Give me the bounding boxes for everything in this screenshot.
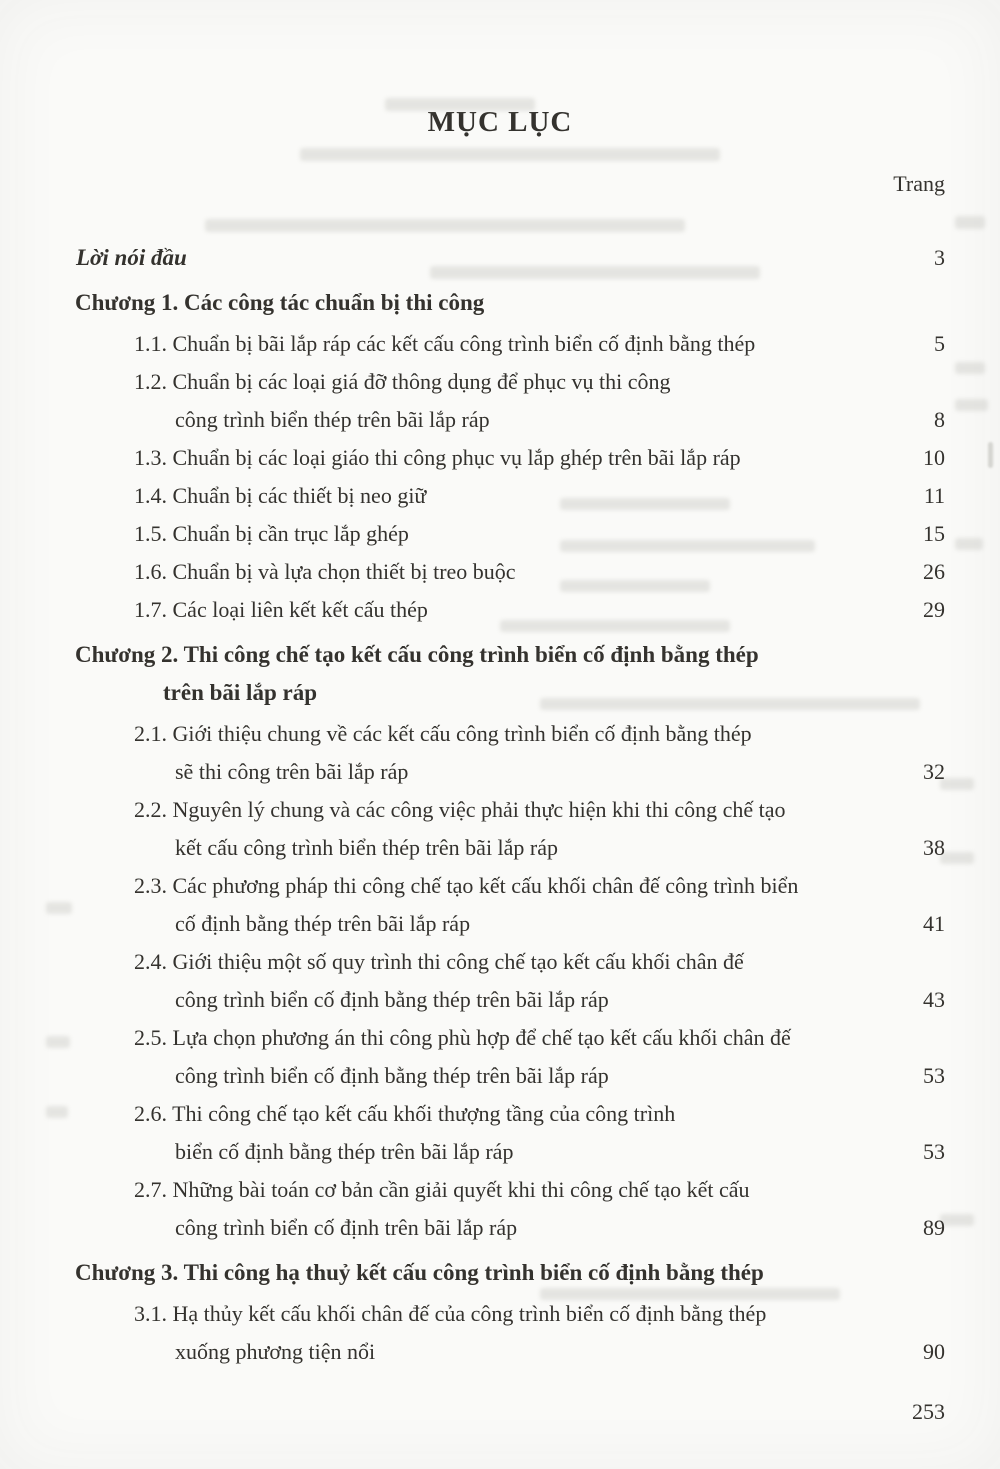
toc-entry bbox=[0, 363, 1000, 439]
toc-entry-text: Lời nói đầu bbox=[76, 245, 187, 270]
toc-entry bbox=[0, 1095, 1000, 1171]
toc-chapter-heading bbox=[0, 1254, 1000, 1292]
toc-entry-text: công trình biển cố định bằng thép trên bãi lắp ráp bbox=[175, 1063, 609, 1088]
toc-entry-page: 53 bbox=[923, 1139, 945, 1164]
toc-entry bbox=[0, 439, 1000, 477]
toc-entry-page: 5 bbox=[934, 331, 945, 356]
toc-entry-text: 1.5. Chuẩn bị cần trục lắp ghép bbox=[134, 521, 409, 546]
toc-entry bbox=[0, 553, 1000, 591]
footer-page-number: 253 bbox=[912, 1399, 945, 1424]
toc-entry-text: công trình biển cố định trên bãi lắp ráp bbox=[175, 1215, 518, 1240]
bleedthrough-artifact bbox=[300, 148, 720, 161]
toc-entry bbox=[0, 325, 1000, 363]
toc-entry-text: 2.1. Giới thiệu chung về các kết cấu công trình biển cố định bằng thép bbox=[134, 721, 752, 746]
bleedthrough-artifact bbox=[955, 216, 985, 229]
toc-entry-page: 43 bbox=[923, 987, 945, 1012]
toc-entry-text: 3.1. Hạ thủy kết cấu khối chân đế của công trình biển cố định bằng thép bbox=[134, 1301, 767, 1326]
toc-entry-page: 29 bbox=[923, 597, 945, 622]
toc-entry-text: công trình biển thép trên bãi lắp ráp bbox=[175, 407, 490, 432]
bleedthrough-artifact bbox=[385, 98, 535, 111]
toc-entry-text: sẽ thi công trên bãi lắp ráp bbox=[175, 759, 409, 784]
toc-entry bbox=[0, 1171, 1000, 1247]
toc-entry-text: trên bãi lắp ráp bbox=[163, 680, 317, 705]
toc-entry-text: cố định bằng thép trên bãi lắp ráp bbox=[175, 911, 471, 936]
toc-entry bbox=[0, 867, 1000, 943]
toc-entry-text: 2.5. Lựa chọn phương án thi công phù hợp để chế tạo kết cấu khối chân đế bbox=[134, 1025, 791, 1050]
bleedthrough-artifact bbox=[205, 219, 685, 232]
toc-entry-page: 41 bbox=[923, 911, 945, 936]
toc-entry-text: 1.1. Chuẩn bị bãi lắp ráp các kết cấu công trình biển cố định bằng thép bbox=[134, 331, 756, 356]
toc-entry-page: 10 bbox=[923, 445, 945, 470]
toc-entry bbox=[0, 791, 1000, 867]
toc-entry-page: 90 bbox=[923, 1339, 945, 1364]
toc-entry-text: 2.2. Nguyên lý chung và các công việc phải thực hiện khi thi công chế tạo bbox=[134, 797, 786, 822]
toc-entry-text: 2.6. Thi công chế tạo kết cấu khối thượng tầng của công trình bbox=[134, 1101, 676, 1126]
toc-entry-text: 1.4. Chuẩn bị các thiết bị neo giữ bbox=[134, 483, 427, 508]
toc-entry bbox=[0, 1019, 1000, 1095]
toc-entry bbox=[0, 715, 1000, 791]
toc-entry-text: 1.3. Chuẩn bị các loại giáo thi công phục vụ lắp ghép trên bãi lắp ráp bbox=[134, 445, 741, 470]
toc-entry bbox=[0, 1295, 1000, 1371]
table-of-contents bbox=[0, 239, 1000, 1371]
toc-entry-page: 8 bbox=[934, 407, 945, 432]
toc-entry-page: 15 bbox=[923, 521, 945, 546]
toc-entry-text: 1.6. Chuẩn bị và lựa chọn thiết bị treo buộc bbox=[134, 559, 516, 584]
toc-entry-text: 2.7. Những bài toán cơ bản cần giải quyết khi thi công chế tạo kết cấu bbox=[134, 1177, 750, 1202]
toc-chapter-heading bbox=[0, 284, 1000, 322]
toc-entry bbox=[0, 477, 1000, 515]
toc-entry-page: 11 bbox=[923, 483, 945, 508]
toc-entry-page: 26 bbox=[923, 559, 945, 584]
toc-entry-text: biển cố định bằng thép trên bãi lắp ráp bbox=[175, 1139, 514, 1164]
page-title: MỤC LỤC bbox=[427, 106, 573, 138]
toc-entry-text: 1.7. Các loại liên kết kết cấu thép bbox=[134, 597, 428, 622]
toc-entry-page: 32 bbox=[923, 759, 945, 784]
toc-entry-text: 2.4. Giới thiệu một số quy trình thi công chế tạo kết cấu khối chân đế bbox=[134, 949, 744, 974]
toc-entry-text: Chương 1. Các công tác chuẩn bị thi công bbox=[75, 290, 485, 315]
toc-entry-page: 89 bbox=[923, 1215, 945, 1240]
toc-entry bbox=[0, 515, 1000, 553]
toc-entry-text: 2.3. Các phương pháp thi công chế tạo kết cấu khối chân đế công trình biển bbox=[134, 873, 799, 898]
toc-entry-text: 1.2. Chuẩn bị các loại giá đỡ thông dụng để phục vụ thi công bbox=[134, 369, 671, 394]
toc-entry-text: công trình biển cố định bằng thép trên bãi lắp ráp bbox=[175, 987, 609, 1012]
toc-entry-text: kết cấu công trình biển thép trên bãi lắp ráp bbox=[175, 835, 559, 860]
toc-entry-text: Chương 2. Thi công chế tạo kết cấu công trình biển cố định bằng thép bbox=[75, 642, 759, 667]
toc-entry-page: 38 bbox=[923, 835, 945, 860]
toc-entry-text: xuống phương tiện nổi bbox=[175, 1339, 376, 1364]
toc-entry bbox=[0, 943, 1000, 1019]
toc-entry bbox=[0, 591, 1000, 629]
toc-entry-page: 3 bbox=[934, 245, 945, 270]
toc-entry-page: 53 bbox=[923, 1063, 945, 1088]
toc-chapter-heading bbox=[0, 636, 1000, 712]
toc-entry-preface bbox=[0, 239, 1000, 277]
toc-entry-text: Chương 3. Thi công hạ thuỷ kết cấu công trình biển cố định bằng thép bbox=[75, 1260, 764, 1285]
page-column-header: Trang bbox=[893, 171, 945, 196]
